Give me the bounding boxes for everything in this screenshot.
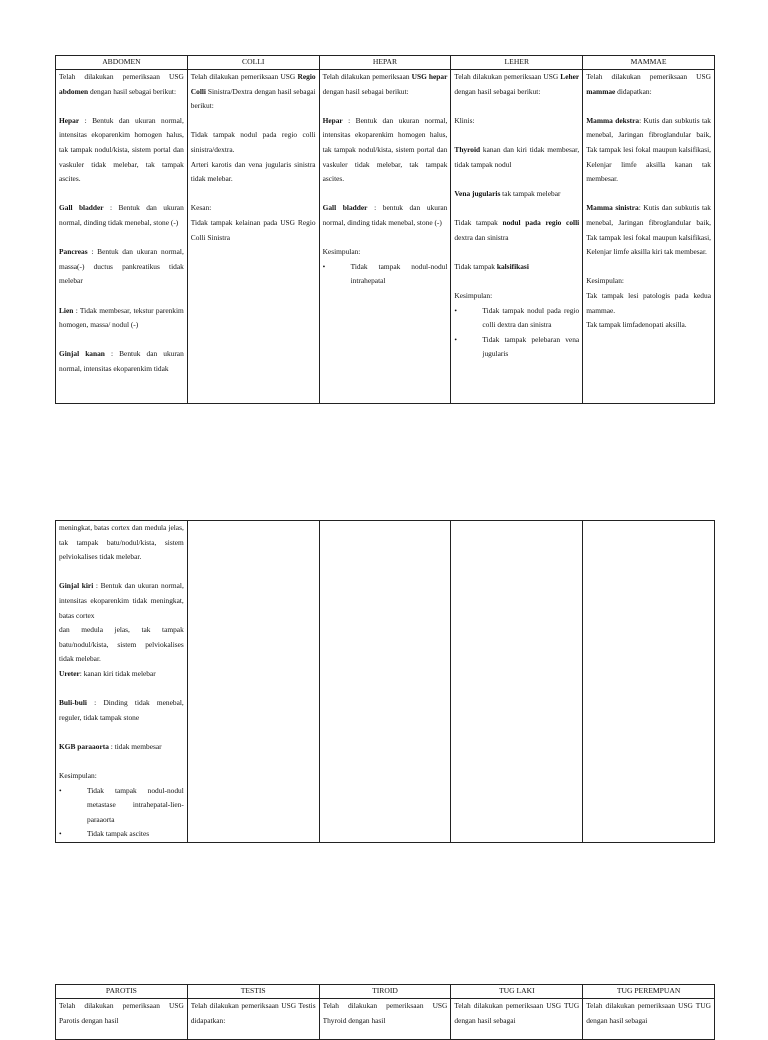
cell-parotis <box>56 999 188 1040</box>
abdomen-hepar: Hepar : Bentuk dan ukuran normal, intensitas ekoparenkim homogen halus, tak tampak nodul/kista, sistem portal dan vaskuler tidak melebar, tak tampak ascites. <box>59 115 184 184</box>
hepar-gall-bladder: Gall bladder : bentuk dan ukuran normal, dinding tidak menebal, stone (-) <box>322 203 448 227</box>
mammae-sinistra: Mamma sinistra: Kutis dan subkutis tak menebal, Jaringan fibroglandular baik, Tak tampak lesi fokal maupun kalsifikasi, Kelenjar limfe aksilla kiri tak membesar. <box>586 203 711 257</box>
leher-vena: Vena jugularis tak tampak melebar <box>454 188 561 198</box>
leher-kesimpulan-label: Kesimpulan: <box>454 290 493 300</box>
header-testis: TESTIS <box>187 985 319 999</box>
leher-thyroid: Thyroid kanan dan kiri tidak membesar, tidak tampak nodul <box>454 144 580 169</box>
body-row <box>56 999 715 1040</box>
abdomen-ureter: Ureter: kanan kiri tidak melebar <box>59 668 156 678</box>
abdomen-gall-bladder: Gall bladder : Bentuk dan ukuran normal, dinding tidak menebal, stone (-) <box>59 203 184 227</box>
leher-klinis: Klinis: <box>454 115 475 125</box>
abdomen-kgb: KGB paraaorta : tidak membesar <box>59 741 162 751</box>
cell-leher <box>451 70 583 404</box>
report-table-3 <box>55 984 715 1040</box>
hepar-kesimpulan-label: Kesimpulan: <box>322 247 361 257</box>
tiroid-intro: Telah dilakukan pemeriksaan USG Thyroid dengan hasil <box>322 1001 448 1025</box>
report-table-1 <box>55 55 715 404</box>
abdomen-kesimpulan-label: Kesimpulan: <box>59 771 97 781</box>
cell-tug-laki <box>451 999 583 1040</box>
header-tug-laki: TUG LAKI <box>451 985 583 999</box>
header-parotis: PAROTIS <box>56 985 188 999</box>
list-item: • Tidak tampak nodul-nodul metastase intrahepatal-lien-paraaorta <box>59 785 184 824</box>
cell-tug-perempuan <box>583 999 715 1040</box>
cell-abdomen <box>56 70 188 404</box>
cell-hepar <box>319 70 451 404</box>
list-item: • Tidak tampak nodul pada regio colli dextra dan sinistra <box>454 305 580 330</box>
abdomen-ginjal-kanan: Ginjal kanan : Bentuk dan ukuran normal, intensitas ekoparenkim tidak <box>59 349 184 373</box>
colli-p1: Tidak tampak nodul pada regio colli sinistra/dextra. <box>190 130 316 154</box>
abdomen-ginjal-kiri: Ginjal kiri : Bentuk dan ukuran normal, intensitas ekoparenkim tidak meningkat, batas cortex <box>59 581 184 620</box>
colli-kesan-label: Kesan: <box>190 203 212 213</box>
abdomen-intro: Telah dilakukan pemeriksaan USG abdomen dengan hasil sebagai berikut: <box>59 72 184 96</box>
header-row <box>56 985 715 999</box>
hepar-intro: Telah dilakukan pemeriksaan USG hepar dengan hasil sebagai berikut: <box>322 72 448 96</box>
leher-intro: Telah dilakukan pemeriksaan USG Leher dengan hasil sebagai berikut: <box>454 72 580 96</box>
mammae-k1: Tak tampak lesi patologis pada kedua mammae. <box>586 290 711 315</box>
mammae-dekstra: Mamma dekstra: Kutis dan subkutis tak menebal, Jaringan fibroglandular baik, Tak tampak lesi fokal maupun kalsifikasi, Kelenjar limfe aksilla kanan tak membesar. <box>586 115 711 184</box>
header-row <box>56 56 715 70</box>
colli-intro: Telah dilakukan pemeriksaan USG Regio Colli Sinistra/Dextra dengan hasil sebagai berikut: <box>190 72 316 111</box>
cell-abdomen-continued <box>56 521 188 843</box>
leher-kalsifikasi: Tidak tampak kalsifikasi <box>454 261 529 271</box>
header-leher: LEHER <box>451 56 583 70</box>
header-mammae: MAMMAE <box>583 56 715 70</box>
header-hepar: HEPAR <box>319 56 451 70</box>
cell-empty <box>187 521 319 843</box>
parotis-intro: Telah dilakukan pemeriksaan USG Parotis dengan hasil <box>59 1001 184 1025</box>
tug-laki-intro: Telah dilakukan pemeriksaan USG TUG dengan hasil sebagai <box>454 1001 580 1025</box>
tug-perempuan-intro: Telah dilakukan pemeriksaan USG TUG dengan hasil sebagai <box>586 1001 711 1025</box>
leher-nodul: Tidak tampak nodul pada regio colli dextra dan sinistra <box>454 217 580 242</box>
abdomen-buli-buli: Buli-buli : Dinding tidak menebal, reguler, tidak tampak stone <box>59 698 184 722</box>
mammae-kesimpulan-label: Kesimpulan: <box>586 276 624 286</box>
header-colli: COLLI <box>187 56 319 70</box>
cell-tiroid <box>319 999 451 1040</box>
mammae-k2: Tak tampak limfadenopati aksilla. <box>586 320 687 330</box>
cell-empty <box>583 521 715 843</box>
testis-intro: Telah dilakukan pemeriksaan USG Testis didapatkan: <box>190 1001 316 1025</box>
cell-testis <box>187 999 319 1040</box>
hepar-hepar: Hepar : Bentuk dan ukuran normal, intensitas ekoparenkim homogen halus, tak tampak nodul/kista, sistem portal dan vaskuler tidak melebar, tak tampak ascites. <box>322 115 448 184</box>
colli-p2: Arteri karotis dan vena jugularis sinistra tidak melebar. <box>190 159 316 184</box>
report-table-2 <box>55 520 715 843</box>
abdomen-pancreas: Pancreas : Bentuk dan ukuran normal, massa(-) ductus pankreatikus tidak melebar <box>59 247 184 286</box>
abdomen-continued: meningkat, batas cortex dan medula jelas, tak tampak batu/nodul/kista, sistem pelviokalises tidak melebar. <box>59 523 184 562</box>
header-tiroid: TIROID <box>319 985 451 999</box>
body-row <box>56 521 715 843</box>
cell-empty <box>319 521 451 843</box>
mammae-intro: Telah dilakukan pemeriksaan USG mammae didapatkan: <box>586 72 711 96</box>
colli-kesan-text: Tidak tampak kelainan pada USG Regio Colli Sinistra <box>190 217 316 242</box>
cell-mammae <box>583 70 715 404</box>
header-tug-perempuan: TUG PEREMPUAN <box>583 985 715 999</box>
header-abdomen: ABDOMEN <box>56 56 188 70</box>
abdomen-ginjal-kiri-2: dan medula jelas, tak tampak batu/nodul/kista, sistem pelviokalises tidak melebar. <box>59 625 184 664</box>
cell-empty <box>451 521 583 843</box>
list-item: • Tidak tampak ascites <box>59 829 150 839</box>
body-row <box>56 70 715 404</box>
list-item: • Tidak tampak pelebaran vena jugularis <box>454 334 580 359</box>
cell-colli <box>187 70 319 404</box>
list-item: • Tidak tampak nodul-nodul intrahepatal <box>322 261 448 286</box>
abdomen-lien: Lien : Tidak membesar, tekstur parenkim homogen, massa/ nodul (-) <box>59 305 184 330</box>
